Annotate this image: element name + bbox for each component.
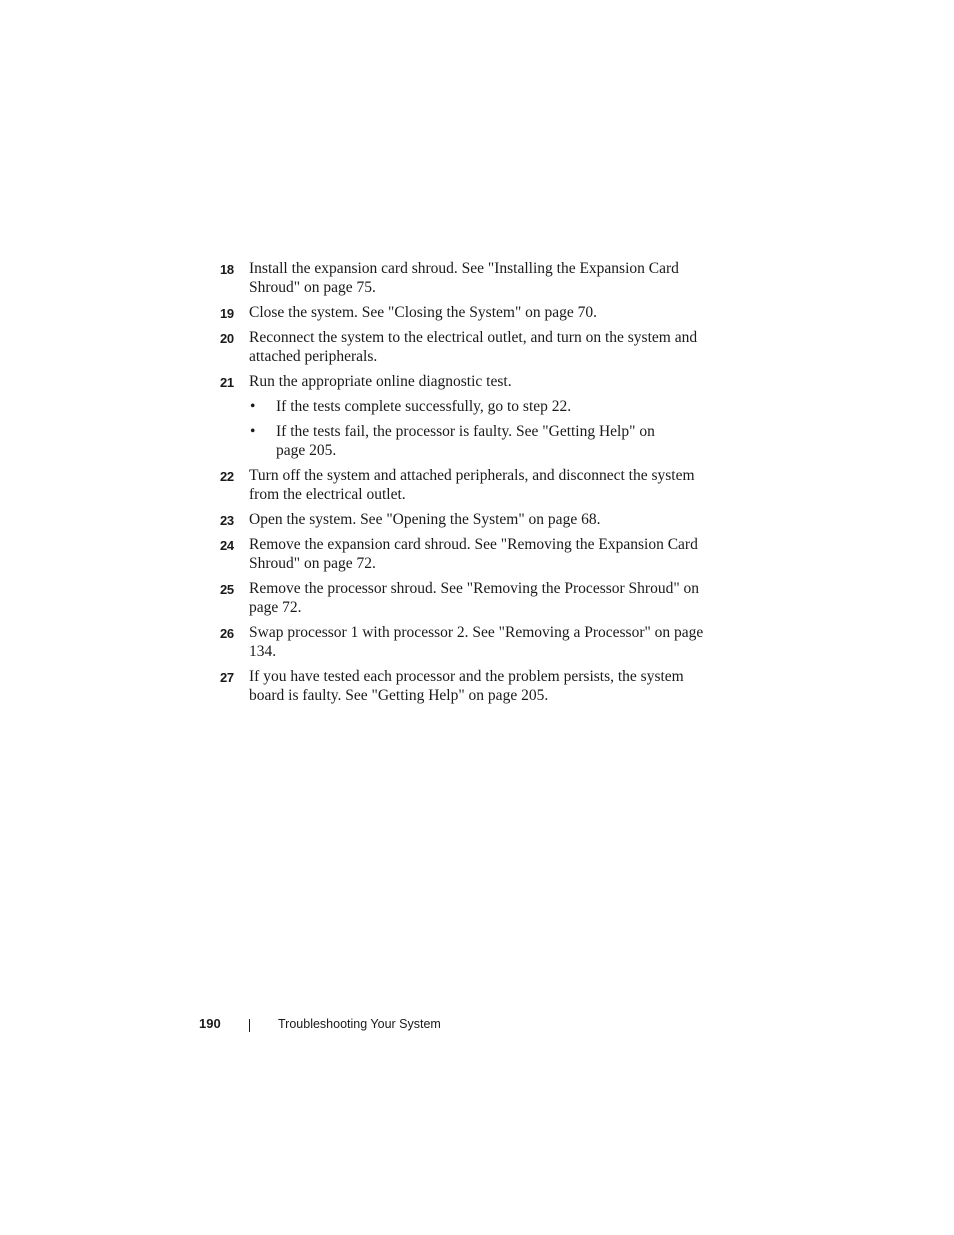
step-text: Reconnect the system to the electrical outlet, and turn on the system and attached peripherals.: [249, 329, 698, 365]
step-number: 24: [220, 538, 234, 553]
step-text: If you have tested each processor and the problem persists, the system board is faulty. See "Getting Help" on page 205.: [249, 668, 684, 704]
step-number: 25: [220, 582, 234, 597]
page-footer: [199, 1015, 441, 1033]
step-text: Remove the processor shroud. See "Removing the Processor Shroud" on page 72.: [249, 580, 700, 616]
page-number: 190: [199, 1016, 221, 1031]
step-number: 22: [220, 469, 234, 484]
step-20: [220, 328, 720, 366]
bullet-text: If the tests fail, the processor is faulty. See "Getting Help" on page 205.: [276, 423, 655, 459]
step-number: 27: [220, 670, 234, 685]
step-23: [220, 510, 720, 529]
step-text: Run the appropriate online diagnostic test.: [249, 373, 512, 390]
step-text: Close the system. See "Closing the System" on page 70.: [249, 304, 598, 321]
procedure-steps: [220, 259, 720, 711]
step-26: [220, 623, 720, 661]
bullet-text: If the tests complete successfully, go to step 22.: [276, 398, 572, 415]
bullet-icon: •: [250, 398, 256, 415]
step-number: 23: [220, 513, 234, 528]
step-text: Swap processor 1 with processor 2. See "Removing a Processor" on page 134.: [249, 624, 704, 660]
step-25: [220, 579, 720, 617]
bullet-icon: •: [250, 423, 256, 440]
step-19: [220, 303, 720, 322]
section-title: Troubleshooting Your System: [278, 1017, 441, 1031]
step-number: 20: [220, 331, 234, 346]
step-text: Remove the expansion card shroud. See "Removing the Expansion Card Shroud" on page 72.: [249, 536, 698, 572]
step-21-bullets: [220, 397, 720, 460]
step-18: [220, 259, 720, 297]
step-text: Turn off the system and attached peripherals, and disconnect the system from the electrical outlet.: [249, 467, 695, 503]
step-22: [220, 466, 720, 504]
step-21: [220, 372, 720, 391]
step-number: 19: [220, 306, 234, 321]
step-24: [220, 535, 720, 573]
step-number: 18: [220, 262, 234, 277]
step-number: 21: [220, 375, 234, 390]
step-text: Install the expansion card shroud. See "Installing the Expansion Card Shroud" on page 75.: [249, 260, 679, 296]
step-text: Open the system. See "Opening the System" on page 68.: [249, 511, 601, 528]
step-number: 26: [220, 626, 234, 641]
step-27: [220, 667, 720, 705]
bullet-item: [220, 422, 666, 460]
bullet-item: [220, 397, 666, 416]
footer-divider: [249, 1019, 250, 1032]
